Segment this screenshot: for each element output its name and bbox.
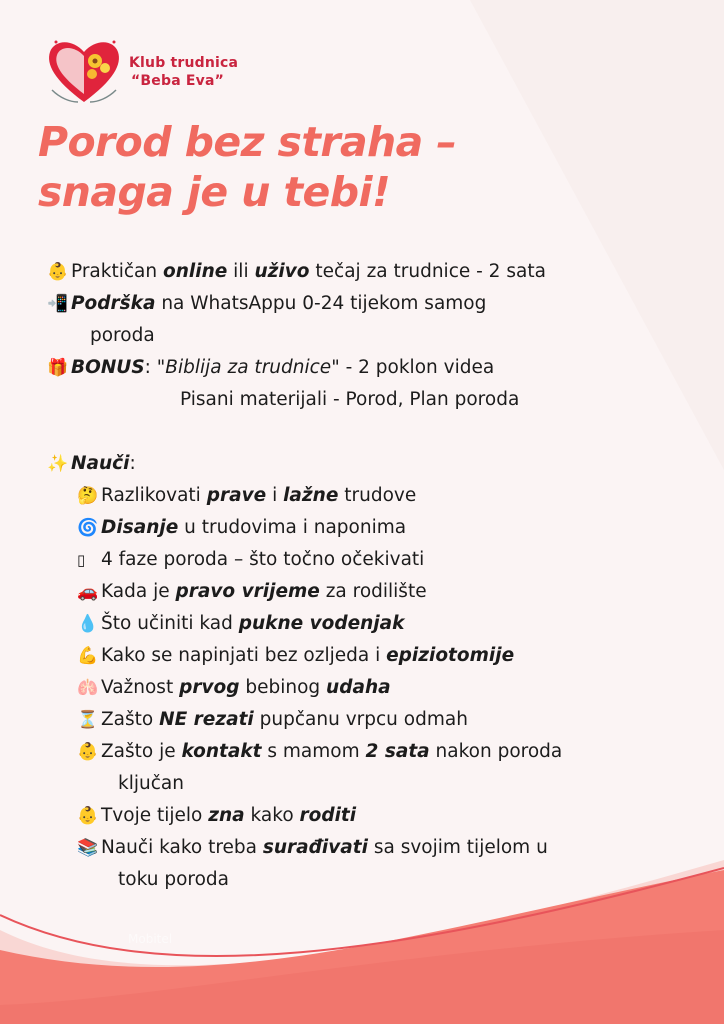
title-line-1: Porod bez straha – bbox=[38, 118, 457, 166]
list-item: 👶 Tvoje tijelo zna kako roditi bbox=[77, 805, 357, 826]
footer-watermark: Mobitel bbox=[128, 932, 173, 946]
flexed-bicep-icon: 💪 bbox=[77, 646, 99, 666]
title-line-2: snaga je u tebi! bbox=[38, 168, 391, 216]
cyclone-icon: 🌀 bbox=[77, 518, 99, 538]
page-title bbox=[38, 117, 456, 217]
intro-item-support: 📲 Podrška na WhatsAppu 0-24 tijekom samog bbox=[47, 293, 487, 314]
learn-heading: ✨ Nauči: bbox=[47, 453, 136, 474]
books-icon: 📚 bbox=[77, 838, 99, 858]
list-item: 💧 Što učiniti kad pukne vodenjak bbox=[77, 613, 405, 634]
brand-name bbox=[129, 54, 238, 90]
list-item: 🫁 Važnost prvog bebinog udaha bbox=[77, 677, 391, 698]
list-item: 🚗 Kada je pravo vrijeme za rodilište bbox=[77, 581, 427, 602]
list-item: 🌀 Disanje u trudovima i naponima bbox=[77, 517, 407, 538]
intro-item-bonus: 🎁 BONUS: "Biblija za trudnice" - 2 poklon videa bbox=[47, 357, 495, 378]
lungs-icon: 🫁 bbox=[77, 678, 99, 698]
intro-item-support-cont: poroda bbox=[90, 325, 155, 346]
brand-line-2: “Beba Eva” bbox=[131, 73, 225, 89]
thinking-face-icon: 🤔 bbox=[77, 486, 99, 506]
baby-icon: 👶 bbox=[47, 262, 69, 282]
gift-icon: 🎁 bbox=[47, 358, 69, 378]
intro-item-bonus-cont: Pisani materijali - Porod, Plan poroda bbox=[180, 389, 520, 410]
sparkles-icon: ✨ bbox=[47, 454, 69, 474]
baby-icon: 👶 bbox=[77, 806, 99, 826]
list-item-cont: toku poroda bbox=[118, 869, 229, 890]
phone-icon: 📲 bbox=[47, 294, 69, 314]
brand-line-1: Klub trudnica bbox=[129, 55, 239, 71]
hourglass-icon: ⏳ bbox=[77, 710, 99, 730]
baby-icon: 👶 bbox=[77, 742, 99, 762]
list-item: ▯ 4 faze poroda – što točno očekivati bbox=[77, 549, 425, 570]
list-item-cont: ključan bbox=[118, 773, 184, 794]
list-item: 💪 Kako se napinjati bez ozljeda i epiziotomije bbox=[77, 645, 515, 666]
intro-item-course: 👶 Praktičan online ili uživo tečaj za trudnice - 2 sata bbox=[47, 261, 546, 282]
list-item: 🤔 Razlikovati prave i lažne trudove bbox=[77, 485, 417, 506]
missing-glyph-icon: ▯ bbox=[77, 551, 86, 569]
car-icon: 🚗 bbox=[77, 582, 99, 602]
logo-heart-emblem bbox=[44, 36, 124, 108]
list-item: 📚 Nauči kako treba surađivati sa svojim tijelom u bbox=[77, 837, 548, 858]
droplet-icon: 💧 bbox=[77, 614, 99, 634]
list-item: 👶 Zašto je kontakt s mamom 2 sata nakon poroda bbox=[77, 741, 563, 762]
list-item: ⏳ Zašto NE rezati pupčanu vrpcu odmah bbox=[77, 709, 468, 730]
